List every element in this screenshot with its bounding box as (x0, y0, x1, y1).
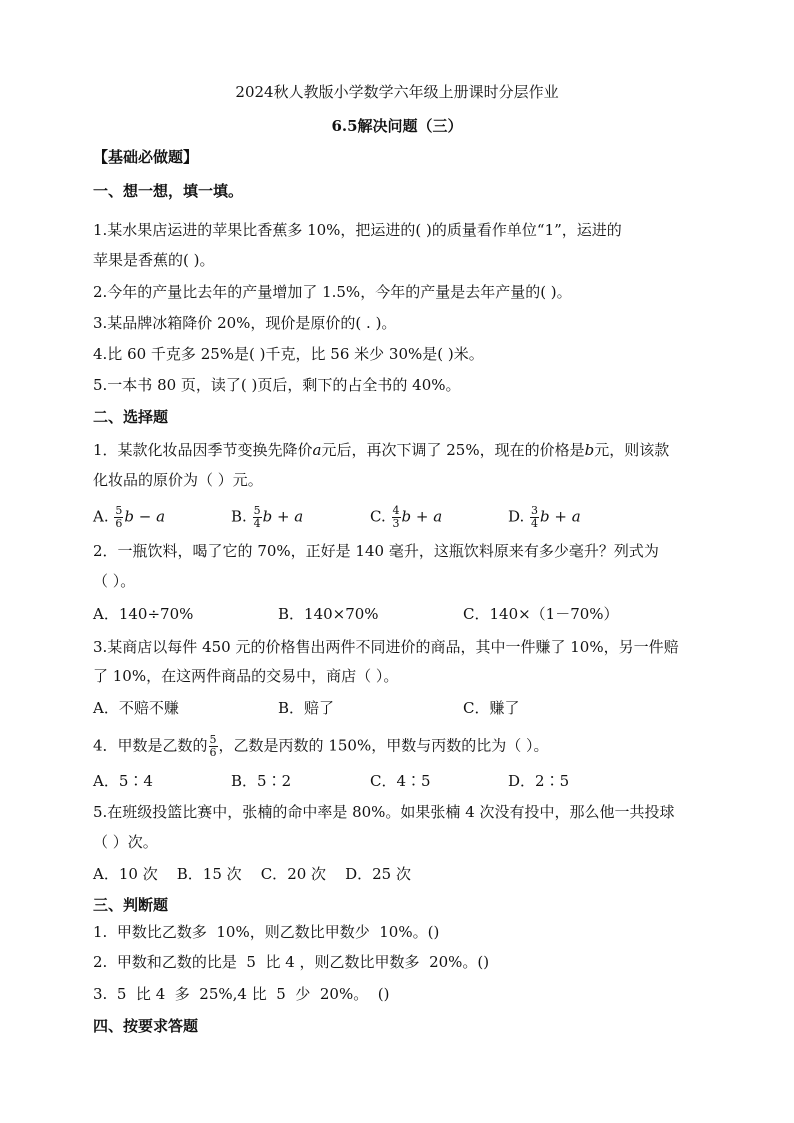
option-label: B. (231, 507, 247, 526)
fraction-numerator: 5 (115, 504, 123, 517)
fraction-denominator: 4 (253, 517, 261, 530)
part2-q3-line2: 了 10%，在这两件商品的交易中，商店（ ）。 (93, 667, 399, 685)
var-b: b (584, 441, 595, 459)
option-expression: b − a (124, 507, 166, 526)
var-a: a (312, 441, 322, 459)
part1-q5: 5.一本书 80 页，读了( )页后，剩下的占全书的 40%。 (93, 376, 461, 394)
part2-q1-option-b (231, 505, 303, 530)
part2-q4 (93, 734, 548, 759)
part2-q1-option-a (93, 505, 165, 530)
part2-q4-text-b: ，乙数是丙数的 150%，甲数与丙数的比为（ ）。 (218, 736, 549, 755)
part2-q1-text-c: 元，则该款 (594, 441, 670, 459)
part2-q5-line1: 5.在班级投篮比赛中，张楠的命中率是 80%。如果张楠 4 次没有投中，那么他一共投球 (93, 803, 675, 821)
part2-q1-option-c (370, 505, 442, 530)
option-expression: b + a (540, 507, 581, 526)
part2-q4-option-a: A．5∶4 (93, 772, 153, 790)
part2-q4-option-d: D．2∶5 (508, 772, 570, 790)
part1-q2: 2.今年的产量比去年的产量增加了 1.5%，今年的产量是去年产量的( )。 (93, 283, 572, 301)
fraction-denominator: 6 (209, 746, 217, 759)
fraction-numerator: 3 (531, 504, 539, 517)
fraction-numerator: 5 (209, 733, 217, 746)
part2-heading: 二、选择题 (93, 408, 169, 426)
part4-heading: 四、按要求答题 (93, 1017, 199, 1035)
part2-q2-line2: （ ）。 (93, 572, 136, 590)
section-basic-label: 【基础必做题】 (93, 148, 199, 166)
part2-q2-line1: 2．一瓶饮料，喝了它的 70%，正好是 140 毫升，这瓶饮料原来有多少毫升？列式为 (93, 542, 659, 560)
part1-heading: 一、想一想，填一填。 (93, 182, 244, 200)
part2-q2-option-a: A．140÷70% (93, 605, 194, 623)
fraction (209, 734, 218, 759)
fraction-denominator: 4 (531, 517, 539, 530)
part2-q4-option-b: B．5∶2 (231, 772, 292, 790)
page-title: 2024秋人教版小学数学六年级上册课时分层作业 (235, 83, 559, 101)
fraction (253, 505, 262, 530)
part2-q1-option-d (508, 505, 581, 530)
part2-q3-option-c: C．赚了 (463, 699, 520, 717)
part2-q5-line2: （ ）次。 (93, 833, 158, 851)
part2-q5-options: A．10 次 B．15 次 C．20 次 D．25 次 (93, 865, 411, 883)
fraction (114, 505, 123, 530)
option-label: A. (93, 507, 109, 526)
part2-q2-option-b: B．140×70% (278, 605, 379, 623)
fraction-denominator: 3 (392, 517, 400, 530)
part2-q1-line1 (93, 440, 669, 460)
part2-q4-option-c: C．4∶5 (370, 772, 431, 790)
part1-q3: 3.某品牌冰箱降价 20%，现价是原价的( . )。 (93, 314, 397, 332)
part2-q1-text-a: 1．某款化妆品因季节变换先降价 (93, 441, 313, 459)
part2-q3-option-b: B．赔了 (278, 699, 335, 717)
fraction-numerator: 4 (392, 504, 400, 517)
part2-q1-text-b: 元后，再次下调了 25%，现在的价格是 (321, 441, 585, 459)
part2-q3-line1: 3.某商店以每件 450 元的价格售出两件不同进价的商品，其中一件赚了 10%，另一件赔 (93, 638, 679, 656)
part1-q1-line2: 苹果是香蕉的( )。 (93, 251, 215, 269)
part3-q1: 1. 甲数比乙数多 10%，则乙数比甲数少 10%。() (93, 923, 440, 941)
part2-q1-line2: 化妆品的原价为（ ）元。 (93, 471, 263, 489)
fraction-denominator: 6 (115, 517, 123, 530)
part2-q2-option-c: C．140×（1－70%） (463, 605, 619, 623)
part1-q4: 4.比 60 千克多 25%是( )千克，比 56 米少 30%是( )米。 (93, 345, 484, 363)
page-subtitle: 6.5解决问题（三） (331, 117, 463, 135)
option-label: C. (370, 507, 386, 526)
fraction-numerator: 5 (253, 504, 261, 517)
part3-heading: 三、判断题 (93, 896, 169, 914)
fraction (530, 505, 539, 530)
fraction (392, 505, 401, 530)
part3-q2: 2. 甲数和乙数的比是 5 比 4 ，则乙数比甲数多 20%。() (93, 953, 490, 971)
part3-q3: 3. 5 比 4 多 25%,4 比 5 少 20%。 () (93, 985, 390, 1003)
option-label: D. (508, 507, 525, 526)
part2-q4-text-a: 4．甲数是乙数的 (93, 736, 208, 755)
option-expression: b + a (262, 507, 304, 526)
part2-q3-option-a: A．不赔不赚 (93, 699, 179, 717)
option-expression: b + a (401, 507, 443, 526)
part1-q1-line1: 1.某水果店运进的苹果比香蕉多 10%，把运进的( )的质量看作单位“1”，运进的 (93, 221, 622, 239)
